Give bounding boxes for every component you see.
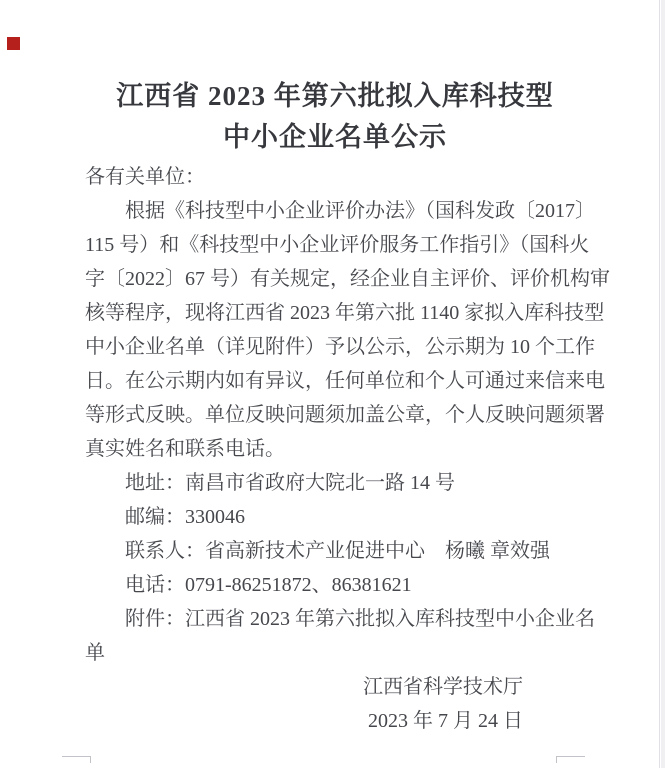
attachment-line2: 单 <box>85 642 105 664</box>
page-right-edge-line <box>659 0 660 768</box>
postcode-line: 邮编：330046 <box>125 506 245 528</box>
paragraph-line: 中小企业名单（详见附件）予以公示，公示期为 10 个工作 <box>85 336 595 358</box>
salutation: 各有关单位： <box>85 166 205 188</box>
attachment-block <box>85 602 595 670</box>
signature-block <box>85 670 585 738</box>
main-paragraph <box>85 194 610 466</box>
page-corner-mark-left <box>62 756 91 763</box>
paragraph-line: 真实姓名和联系电话。 <box>85 438 285 460</box>
address-line: 地址：南昌市省政府大院北一路 14 号 <box>125 472 455 494</box>
paragraph-line: 日。在公示期内如有异议，任何单位和个人可通过来信来电 <box>85 370 605 392</box>
document-title-line1: 江西省 2023 年第六批拟入库科技型 <box>116 81 554 111</box>
page-corner-mark-right <box>556 756 585 763</box>
page-right-edge-shade <box>661 0 665 768</box>
issue-date: 2023 年 7 月 24 日 <box>368 710 523 732</box>
paragraph-line: 115 号）和《科技型中小企业评价服务工作指引》（国科火 <box>85 234 590 256</box>
contact-block <box>85 466 585 602</box>
phone-line: 电话：0791-86251872、86381621 <box>125 574 412 596</box>
paragraph-line: 字〔2022〕67 号）有关规定，经企业自主评价、评价机构审 <box>85 268 610 290</box>
document-body <box>85 76 610 738</box>
paragraph-line: 等形式反映。单位反映问题须加盖公章，个人反映问题须署 <box>85 404 605 426</box>
attachment-line1: 附件：江西省 2023 年第六批拟入库科技型中小企业名 <box>125 608 595 630</box>
document-title <box>85 76 585 158</box>
document-title-line2: 中小企业名单公示 <box>223 122 447 152</box>
contact-person-line: 联系人：省高新技术产业促进中心 杨曦 章效强 <box>125 540 550 562</box>
paragraph-line: 核等程序，现将江西省 2023 年第六批 1140 家拟入库科技型 <box>85 302 605 324</box>
paragraph-line: 根据《科技型中小企业评价办法》（国科发政〔2017〕 <box>125 200 595 222</box>
issuer-name: 江西省科学技术厅 <box>363 676 523 698</box>
red-marker-icon <box>7 37 20 50</box>
